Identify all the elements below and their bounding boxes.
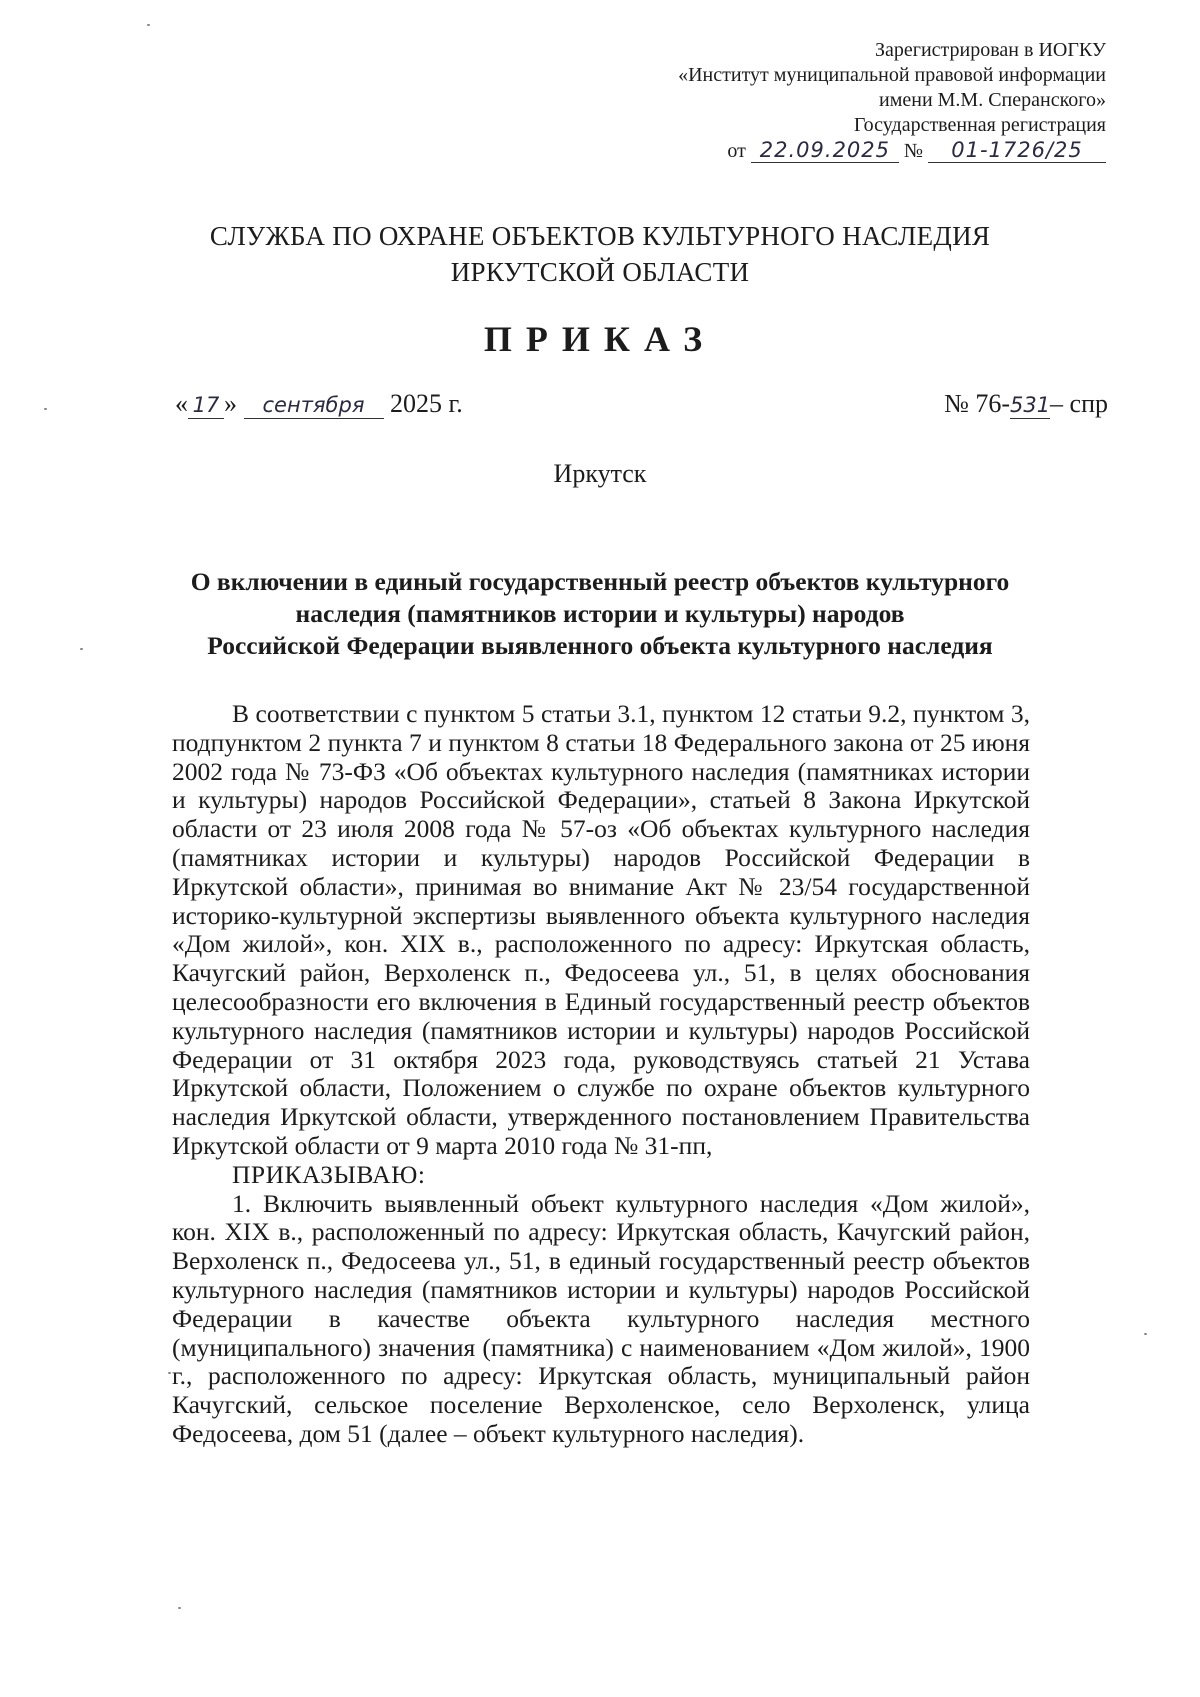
command-word: ПРИКАЗЫВАЮ: bbox=[232, 1159, 426, 1189]
order-number-handwritten: 531 bbox=[1010, 393, 1051, 417]
registration-number-label: № bbox=[903, 140, 923, 162]
scan-speck bbox=[80, 648, 83, 650]
date-quote-open: « bbox=[175, 389, 188, 418]
order-year: 2025 г. bbox=[390, 389, 463, 418]
order-city: Иркутск bbox=[553, 459, 647, 488]
agency-name-line-1: СЛУЖБА ПО ОХРАНЕ ОБЪЕКТОВ КУЛЬТУРНОГО НАСЛЕДИЯ bbox=[209, 221, 991, 251]
agency-name-line-2: ИРКУТСКОЙ ОБЛАСТИ bbox=[450, 257, 750, 287]
registration-date: 22.09.2025 bbox=[751, 138, 899, 163]
document-type-title: ПРИКАЗ bbox=[483, 319, 717, 359]
order-month: сентября bbox=[244, 392, 384, 419]
subject-line-1: О включении в единый государственный реестр объектов культурного bbox=[190, 567, 1010, 596]
preamble-paragraph: В соответствии с пунктом 5 статьи 3.1, пунктом 12 статьи 9.2, пунктом 3, подпунктом 2 пункта 7 и пунктом 8 статьи 18 Федерального закона от 25 июня 2002 года № 73-ФЗ «Об объектах культурного наследия (памятниках истории и культуры) народов Российской Федерации», статьей 8 Закона Иркутской области от 23 июля 2008 года № 57-оз «Об объектах культурного наследия (памятниках истории и культуры) народов Российской Федерации в Иркутской области», принимая во внимание Акт № 23/54 государственной историко-культурной экспертизы выявленного объекта культурного наследия «Дом жилой», кон. XIX в., расположенного по адресу: Иркутская область, Качугский район, Верхоленск п., Федосеева ул., 51, в целях обоснования целесообразности его включения в Единый государственный реестр объектов культурного наследия (памятников истории и культуры) народов Российской Федерации от 31 октября 2023 года, руководствуясь статьей 21 Устава Иркутской области, Положением о службе по охране объектов культурного наследия Иркутской области, утвержденного постановлением Правительства Иркутской области от 9 марта 2010 года № 31-пп, bbox=[172, 699, 1030, 1160]
order-number bbox=[944, 389, 1108, 419]
registration-line-3: имени М.М. Сперанского» bbox=[879, 89, 1106, 111]
subject-line-3: Российской Федерации выявленного объекта культурного наследия bbox=[207, 631, 993, 660]
agency-header bbox=[0, 218, 1200, 290]
scan-speck bbox=[147, 24, 150, 26]
registration-line-1: Зарегистрирован в ИОГКУ bbox=[875, 39, 1106, 61]
scan-speck bbox=[44, 408, 47, 410]
date-quote-close: » bbox=[224, 389, 237, 418]
registration-number-line bbox=[546, 138, 1106, 164]
registration-from-label: от bbox=[727, 140, 746, 162]
scan-speck bbox=[178, 1607, 181, 1609]
scan-speck bbox=[1144, 1333, 1147, 1335]
registration-line-2: «Институт муниципальной правовой информации bbox=[678, 64, 1106, 86]
registration-stamp bbox=[546, 38, 1106, 164]
order-number-suffix: – спр bbox=[1050, 389, 1108, 418]
registration-number: 01-1726/25 bbox=[928, 138, 1106, 163]
order-number-prefix: № 76- bbox=[944, 389, 1011, 418]
scan-speck bbox=[168, 1372, 171, 1374]
order-day: 17 bbox=[188, 392, 224, 419]
order-body bbox=[172, 700, 1030, 1449]
subject-line-2: наследия (памятников истории и культуры) народов bbox=[295, 599, 905, 628]
registration-line-4: Государственная регистрация bbox=[853, 114, 1106, 136]
order-subject bbox=[150, 566, 1050, 662]
order-date bbox=[175, 389, 463, 419]
item-1-paragraph: 1. Включить выявленный объект культурного наследия «Дом жилой», кон. XIX в., расположенный по адресу: Иркутская область, Качугский район, Верхоленск п., Федосеева ул., 51, в единый государственный реестр объектов культурного наследия (памятников истории и культуры) народов Российской Федерации в качестве объекта культурного наследия местного (муниципального) значения (памятника) с наименованием «Дом жилой», 1900 г., расположенного по адресу: Иркутская область, муниципальный район Качугский, сельское поселение Верхоленское, село Верхоленск, улица Федосеева, дом 51 (далее – объект культурного наследия). bbox=[172, 1188, 1030, 1448]
